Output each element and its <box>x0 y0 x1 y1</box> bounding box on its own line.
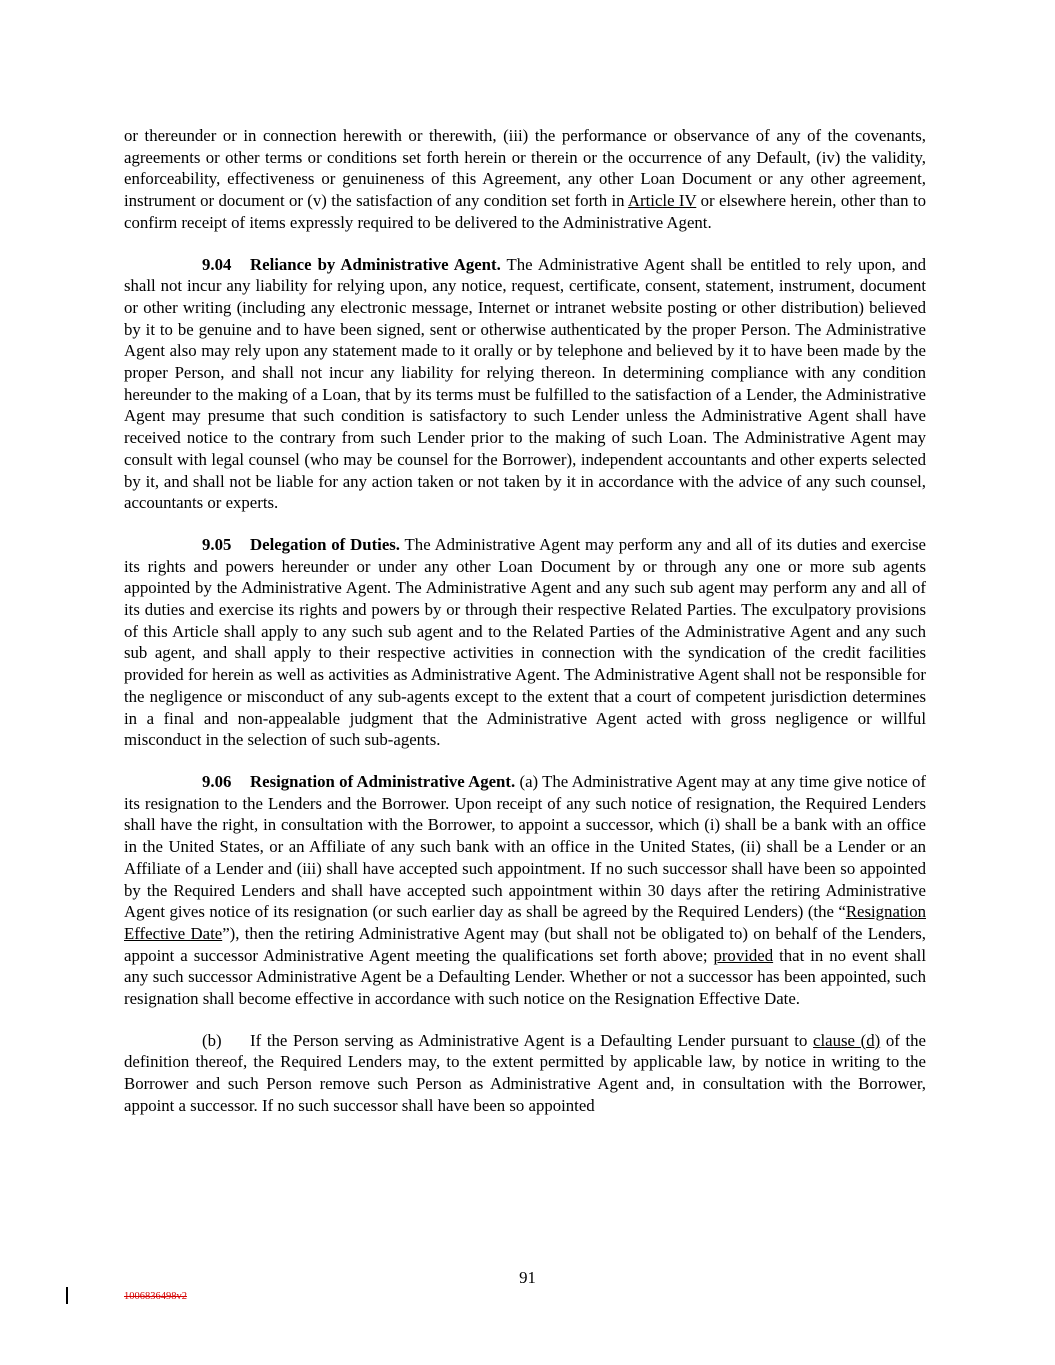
paragraph-continuation <box>124 125 926 234</box>
proviso-term: provided <box>713 945 774 965</box>
section-title: Reliance by Administrative Agent. <box>250 254 501 274</box>
section-number: 9.04 <box>202 254 232 274</box>
paragraph-text: or elsewhere herein, other than to confirm receipt of items expressly required to be delivered to the Administrative Agent. <box>124 191 926 232</box>
document-id: 1006836498v2 <box>124 1291 187 1302</box>
document-page <box>124 125 926 1137</box>
section-title: Delegation of Duties. <box>250 534 400 554</box>
section-body: The Administrative Agent may perform any and all of its duties and exercise its rights and powers hereunder or under any other Loan Document by or through any one or more sub agents appointed by the Administrative Agent. The Administrative Agent and any such sub agent may perform any and all of its duties and exercise its rights and powers by or through their respective Related Parties. The exculpatory provisions of this Article shall apply to any such sub agent and to the Related Parties of the Administrative Agent and any such sub agent, and shall apply to their respective activities in connection with the syndication of the credit facilities provided for herein as well as activities as Administrative Agent. The Administrative Agent shall not be responsible for the negligence or misconduct of any sub-agents except to the extent that a court of competent jurisdiction determines in a final and non-appealable judgment that the Administrative Agent acted with gross negligence or willful misconduct in the selection of such sub-agents. <box>124 534 926 750</box>
section-number: 9.05 <box>202 534 232 554</box>
section-title: Resignation of Administrative Agent. <box>250 771 516 791</box>
section-body: The Administrative Agent shall be entitled to rely upon, and shall not incur any liability for relying upon, any notice, request, certificate, consent, statement, instrument, document or other writing (including any electronic message, Internet or intranet website posting or other distribution) believed by it to be genuine and to have been signed, sent or otherwise authenticated by the proper Person. The Administrative Agent also may rely upon any statement made to it orally or by telephone and believed by it to have been made by the proper Person, and shall not incur any liability for relying thereon. In determining compliance with any condition hereunder to the making of a Loan, that by its terms must be fulfilled to the satisfaction of a Lender, the Administrative Agent may presume that such condition is satisfactory to such Lender unless the Administrative Agent shall have received notice to the contrary from such Lender prior to the making of such Loan. The Administrative Agent may consult with legal counsel (who may be counsel for the Borrower), independent accountants and other experts selected by it, and shall not be liable for any action taken or not taken by it in accordance with the advice of any such counsel, accountants or experts. <box>124 254 926 513</box>
clause-reference: clause (d) <box>813 1030 881 1050</box>
section-number: 9.06 <box>202 771 232 791</box>
section-body: that in no event shall any such successor Administrative Agent be a Defaulting Lender. Whether or not a successor has been appointed, such resignation shall become effective in accordance with such notice on the Resignation Effective Date. <box>124 945 926 1009</box>
page-number: 91 <box>519 1268 536 1287</box>
defined-term: Resignation Effective Date <box>124 902 926 943</box>
article-reference: Article IV <box>627 191 697 211</box>
section-body: ”), then the retiring Administrative Agent may (but shall not be obligated to) on behalf of the Lenders, appoint a successor Administrative Agent meeting the qualifications set forth above; <box>124 923 927 965</box>
section-body: (a) The Administrative Agent may at any time give notice of its resignation to the Lenders and the Borrower. Upon receipt of any such notice of resignation, the Required Lenders shall have the right, in consultation with the Borrower, to appoint a successor, which (i) shall be a bank with an office in the United States, or an Affiliate of any such bank with an office in the United States, (ii) shall be a Lender or an Affiliate of a Lender and (iii) shall have accepted such appointment. If no such successor shall have been so appointed by the Required Lenders and shall have accepted such appointment within 30 days after the retiring Administrative Agent gives notice of its resignation (or such earlier day as shall be agreed by the Required Lenders) (the “ <box>124 771 926 922</box>
section-9-06-b <box>124 1030 926 1117</box>
subsection-body: If the Person serving as Administrative Agent is a Defaulting Lender pursuant to <box>250 1030 814 1050</box>
paragraph-text: or thereunder or in connection herewith or therewith, (iii) the performance or observance of any of the covenants, agreements or other terms or conditions set forth herein or therein or the occurrence of any Default, (iv) the validity, enforceability, effectiveness or genuineness of this Agreement, any other Loan Document or any other agreement, instrument or document or (v) the satisfaction of any condition set forth in <box>124 126 926 211</box>
revision-bar <box>66 1287 68 1304</box>
section-9-04 <box>124 254 926 514</box>
subsection-body: of the definition thereof, the Required Lenders may, to the extent permitted by applicable law, by notice in writing to the Borrower and such Person remove such Person as Administrative Agent and, in consultation with the Borrower, appoint a successor. If no such successor shall have been so appointed <box>124 1030 927 1115</box>
subsection-label: (b) <box>202 1030 222 1050</box>
section-9-06 <box>124 771 926 1010</box>
section-9-05 <box>124 534 926 751</box>
